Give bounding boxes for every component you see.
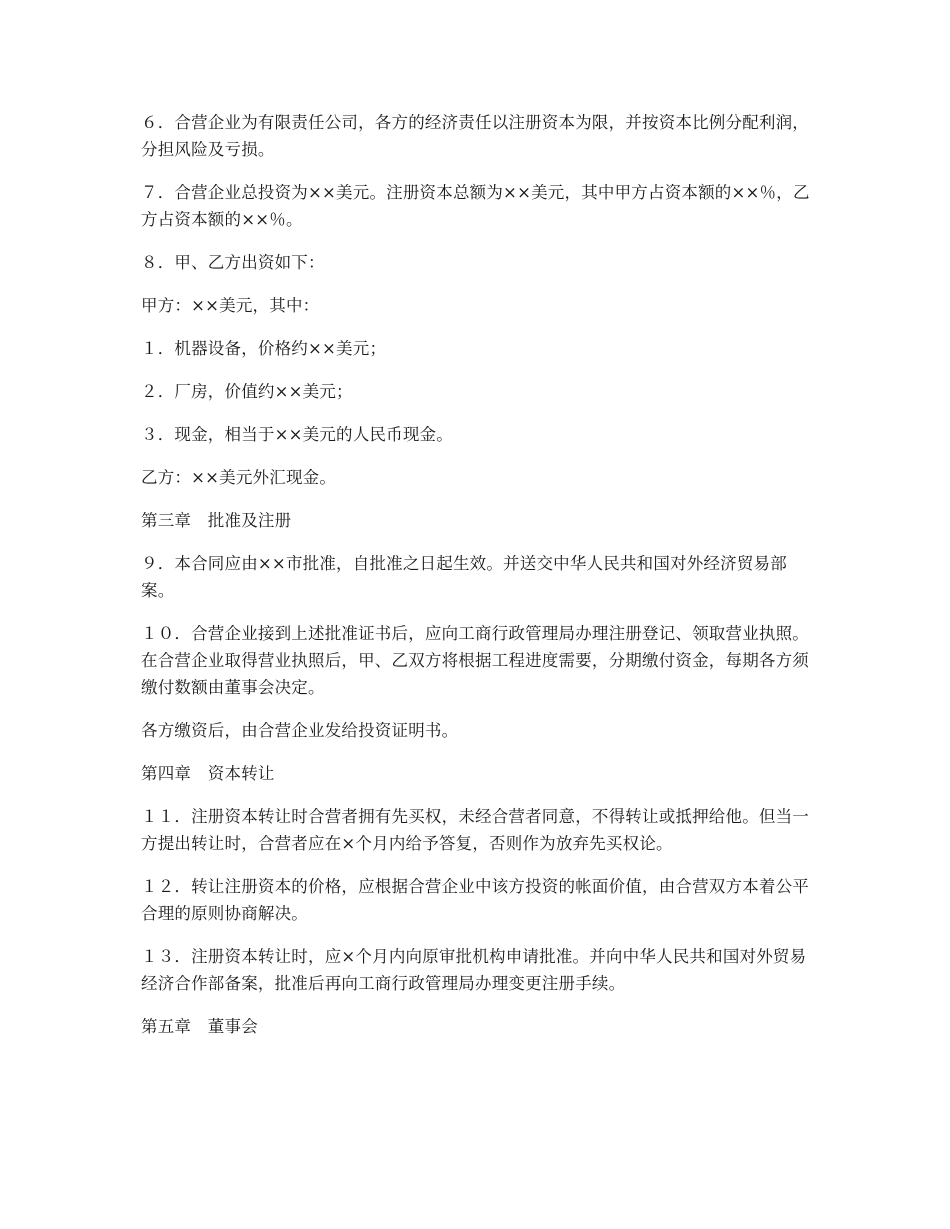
party-b-contribution: 乙方：××美元外汇现金。 [141, 468, 337, 487]
chapter-4-heading: 第四章 资本转让 [141, 764, 275, 783]
document-body [141, 109, 811, 1056]
clause-11: １１．注册资本转让时合营者拥有先买权，未经合营者同意，不得转让或抵押给他。但当一方提出转让时，合营者应在×个月内给予答复，否则作为放弃先买权论。 [141, 807, 809, 853]
clause-10: １０．合营企业接到上述批准证书后，应向工商行政管理局办理注册登记、领取营业执照。在合营企业取得营业执照后，甲、乙双方将根据工程进度需要，分期缴付资金，每期各方须缴付数额由董事会决定。 [141, 624, 809, 697]
clause-6: ６．合营企业为有限责任公司，各方的经济责任以注册资本为限，并按资本比例分配利润，分担风险及亏损。 [141, 113, 809, 159]
chapter-5-heading: 第五章 董事会 [141, 1017, 258, 1036]
clause-12: １２．转让注册资本的价格，应根据合营企业中该方投资的帐面价值，由合营双方本着公平合理的原则协商解决。 [141, 877, 809, 923]
party-a-contribution: 甲方：××美元，其中： [141, 296, 320, 315]
party-a-item-3: ３．现金，相当于××美元的人民币现金。 [141, 425, 453, 444]
clause-9: ９．本合同应由××市批准，自批准之日起生效。并送交中华人民共和国对外经济贸易部案。 [141, 554, 787, 600]
clause-7: ７．合营企业总投资为××美元。注册资本总额为××美元，其中甲方占资本额的××％，乙方占资本额的××％。 [141, 183, 810, 229]
chapter-3-heading: 第三章 批准及注册 [141, 511, 292, 530]
investment-certificate-note: 各方缴资后，由合营企业发给投资证明书。 [141, 721, 459, 740]
clause-13: １３．注册资本转让时，应×个月内向原审批机构申请批准。并向中华人民共和国对外贸易经济合作部备案，批准后再向工商行政管理局办理变更注册手续。 [141, 947, 807, 993]
clause-8: ８．甲、乙方出资如下： [141, 253, 325, 272]
party-a-item-1: １．机器设备，价格约××美元； [141, 339, 387, 358]
party-a-item-2: ２．厂房，价值约××美元； [141, 382, 353, 401]
